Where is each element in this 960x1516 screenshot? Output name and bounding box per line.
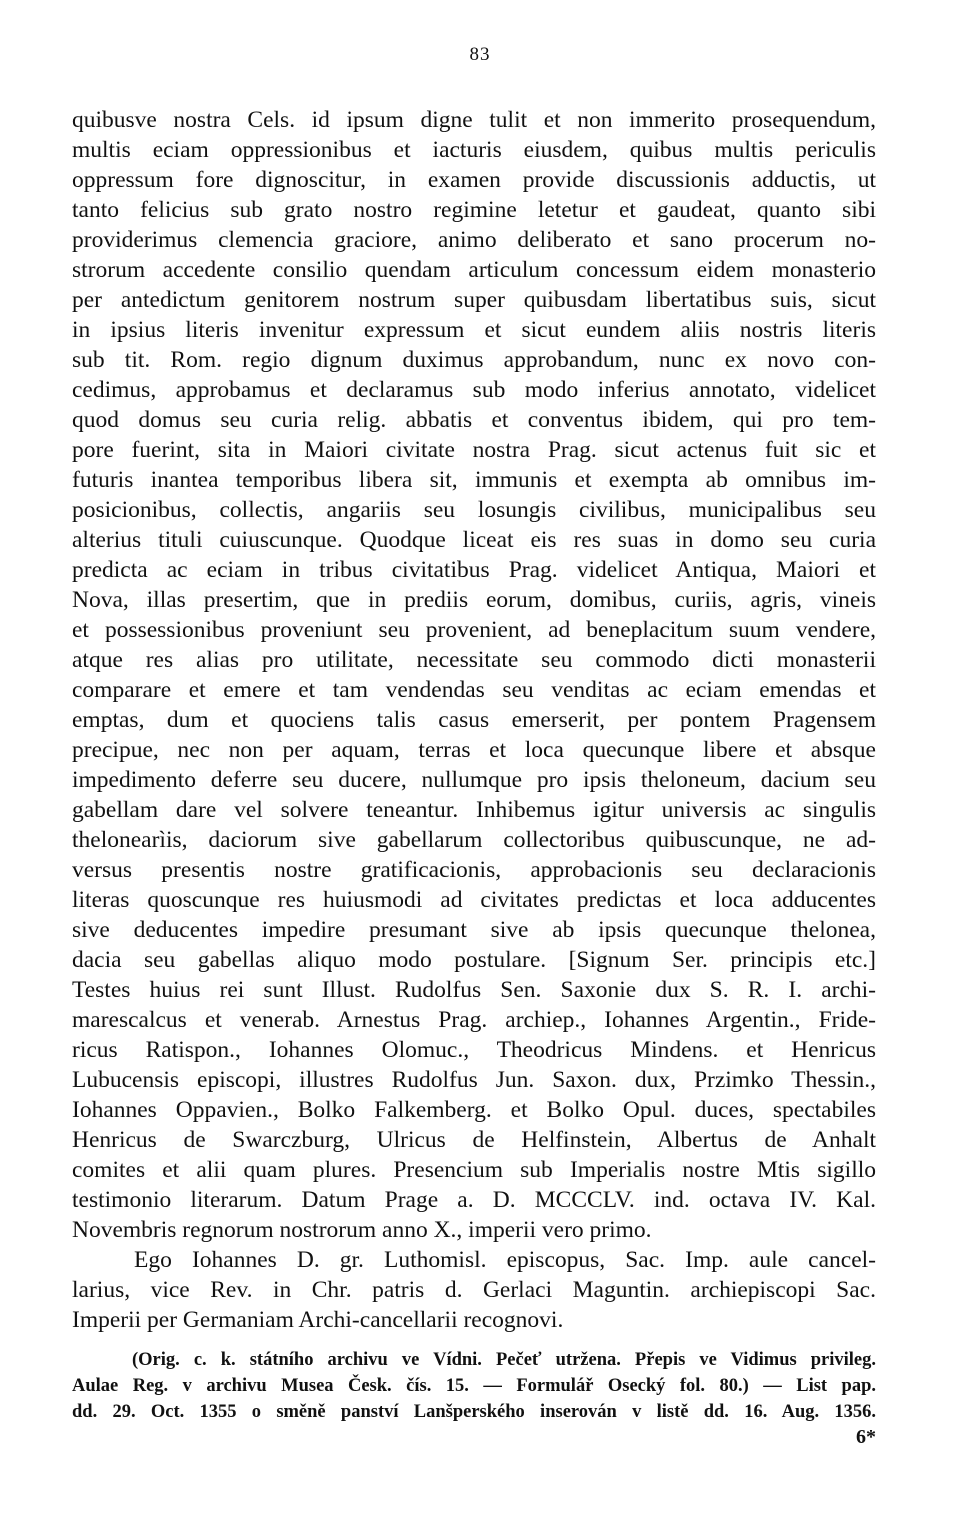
- text-line: tanto felicius sub grato nostro regimine letetur et gaudeat, quanto sibi: [72, 197, 876, 223]
- text-line: quod domus seu curia relig. abbatis et conventus ibidem, qui pro tem-: [72, 407, 876, 433]
- text-line: Imperii per Germaniam Archi-cancellarii recognovi.: [72, 1307, 564, 1333]
- text-line: thelonearìis, daciorum sive gabellarum collectoribus quibuscunque, ne ad-: [72, 827, 876, 853]
- text-line: testimonio literarum. Datum Prage a. D. MCCCLV. ind. octava IV. Kal.: [72, 1187, 876, 1213]
- text-line: impedimento deferre seu ducere, nullumque pro ipsis theloneum, dacium seu: [72, 767, 876, 793]
- source-note-line: Aulae Reg. v archivu Musea Česk. čís. 15. — Formulář Osecký fol. 80.) — List pap.: [72, 1376, 876, 1396]
- text-line: Testes huius rei sunt Illust. Rudolfus Sen. Saxonie dux S. R. I. archi-: [72, 977, 876, 1003]
- text-line: larius, vice Rev. in Chr. patris d. Gerlaci Maguntin. archiepiscopi Sac.: [72, 1277, 876, 1303]
- text-line: ricus Ratispon., Iohannes Olomuc., Theodricus Mindens. et Henricus: [72, 1037, 876, 1063]
- text-line: multis eciam oppressionibus et iacturis eiusdem, quibus multis periculis: [72, 137, 876, 163]
- text-line: futuris inantea temporibus libera sit, immunis et exempta ab omnibus im-: [72, 467, 876, 493]
- text-line: marescalcus et venerab. Arnestus Prag. archiep., Iohannes Argentin., Fride-: [72, 1007, 876, 1033]
- text-line: Henricus de Swarczburg, Ulricus de Helfinstein, Albertus de Anhalt: [72, 1127, 876, 1153]
- text-line: pore fuerint, sita in Maiori civitate nostra Prag. sicut actenus fuit sic et: [72, 437, 876, 463]
- source-note-line: (Orig. c. k. státního archivu ve Vídni. Pečeť utržena. Přepis ve Vidimus privileg.: [132, 1350, 876, 1370]
- text-line: providerimus clemencia graciore, animo deliberato et sano procerum no-: [72, 227, 876, 253]
- text-line: per antedictum genitorem nostrum super quibusdam libertatibus suis, sicut: [72, 287, 876, 313]
- text-line: alterius tituli cuiuscunque. Quodque liceat eis res suas in domo seu curia: [72, 527, 876, 553]
- text-line: quibusve nostra Cels. id ipsum digne tulit et non immerito prosequendum,: [72, 107, 876, 133]
- text-line: gabellam dare vel solvere teneantur. Inhibemus igitur universis ac singulis: [72, 797, 876, 823]
- text-line: sive deducentes impedire presumant sive ab ipsis quecunque thelonea,: [72, 917, 876, 943]
- text-line: Lubucensis episcopi, illustres Rudolfus Jun. Saxon. dux, Przimko Thessin.,: [72, 1067, 876, 1093]
- text-line: comparare et emere et tam vendendas seu venditas ac eciam emendas et: [72, 677, 876, 703]
- text-line: cedimus, approbamus et declaramus sub modo inferius annotato, videlicet: [72, 377, 876, 403]
- text-line: versus presentis nostre gratificacionis, approbacionis seu declaracionis: [72, 857, 876, 883]
- text-line: oppressum fore dignoscitur, in examen provide discussionis adductis, ut: [72, 167, 876, 193]
- text-line: atque res alias pro utilitate, necessitate seu commodo dicti monasterii: [72, 647, 876, 673]
- text-line: precipue, nec non per aquam, terras et loca quecunque libere et absque: [72, 737, 876, 763]
- source-note-line: dd. 29. Oct. 1355 o směně panství Lanšperského inserován v listě dd. 16. Aug. 1356.: [72, 1402, 876, 1422]
- page-number: 83: [469, 44, 491, 65]
- text-line: dacia seu gabellas aliquo modo postulare. [Signum Ser. principis etc.]: [72, 947, 876, 973]
- text-line: Novembris regnorum nostrorum anno X., imperii vero primo.: [72, 1217, 652, 1243]
- text-line: Ego Iohannes D. gr. Luthomisl. episcopus, Sac. Imp. aule cancel-: [134, 1247, 876, 1273]
- text-line: predicta ac eciam in tribus civitatibus Prag. videlicet Antiqua, Maiori et: [72, 557, 876, 583]
- text-line: emptas, dum et quociens talis casus emerserit, per pontem Pragensem: [72, 707, 876, 733]
- text-line: posicionibus, collectis, angariis seu losungis civilibus, municipalibus seu: [72, 497, 876, 523]
- text-line: et possessionibus proveniunt seu provenient, ad beneplacitum suum vendere,: [72, 617, 876, 643]
- text-line: in ipsius literis invenitur expressum et sicut eundem aliis nostris literis: [72, 317, 876, 343]
- text-line: literas quoscunque res huiusmodi ad civitates predictas et loca adducentes: [72, 887, 876, 913]
- text-line: comites et alii quam plures. Presencium sub Imperialis nostre Mtis sigillo: [72, 1157, 876, 1183]
- text-line: sub tit. Rom. regio dignum duximus approbandum, nunc ex novo con-: [72, 347, 876, 373]
- text-line: strorum accedente consilio quendam articulum concessum eidem monasterio: [72, 257, 876, 283]
- signature-mark: 6*: [856, 1426, 876, 1448]
- text-line: Nova, illas presertim, que in prediis eorum, domibus, curiis, agris, vineis: [72, 587, 876, 613]
- text-line: Iohannes Oppavien., Bolko Falkemberg. et Bolko Opul. duces, spectabiles: [72, 1097, 876, 1123]
